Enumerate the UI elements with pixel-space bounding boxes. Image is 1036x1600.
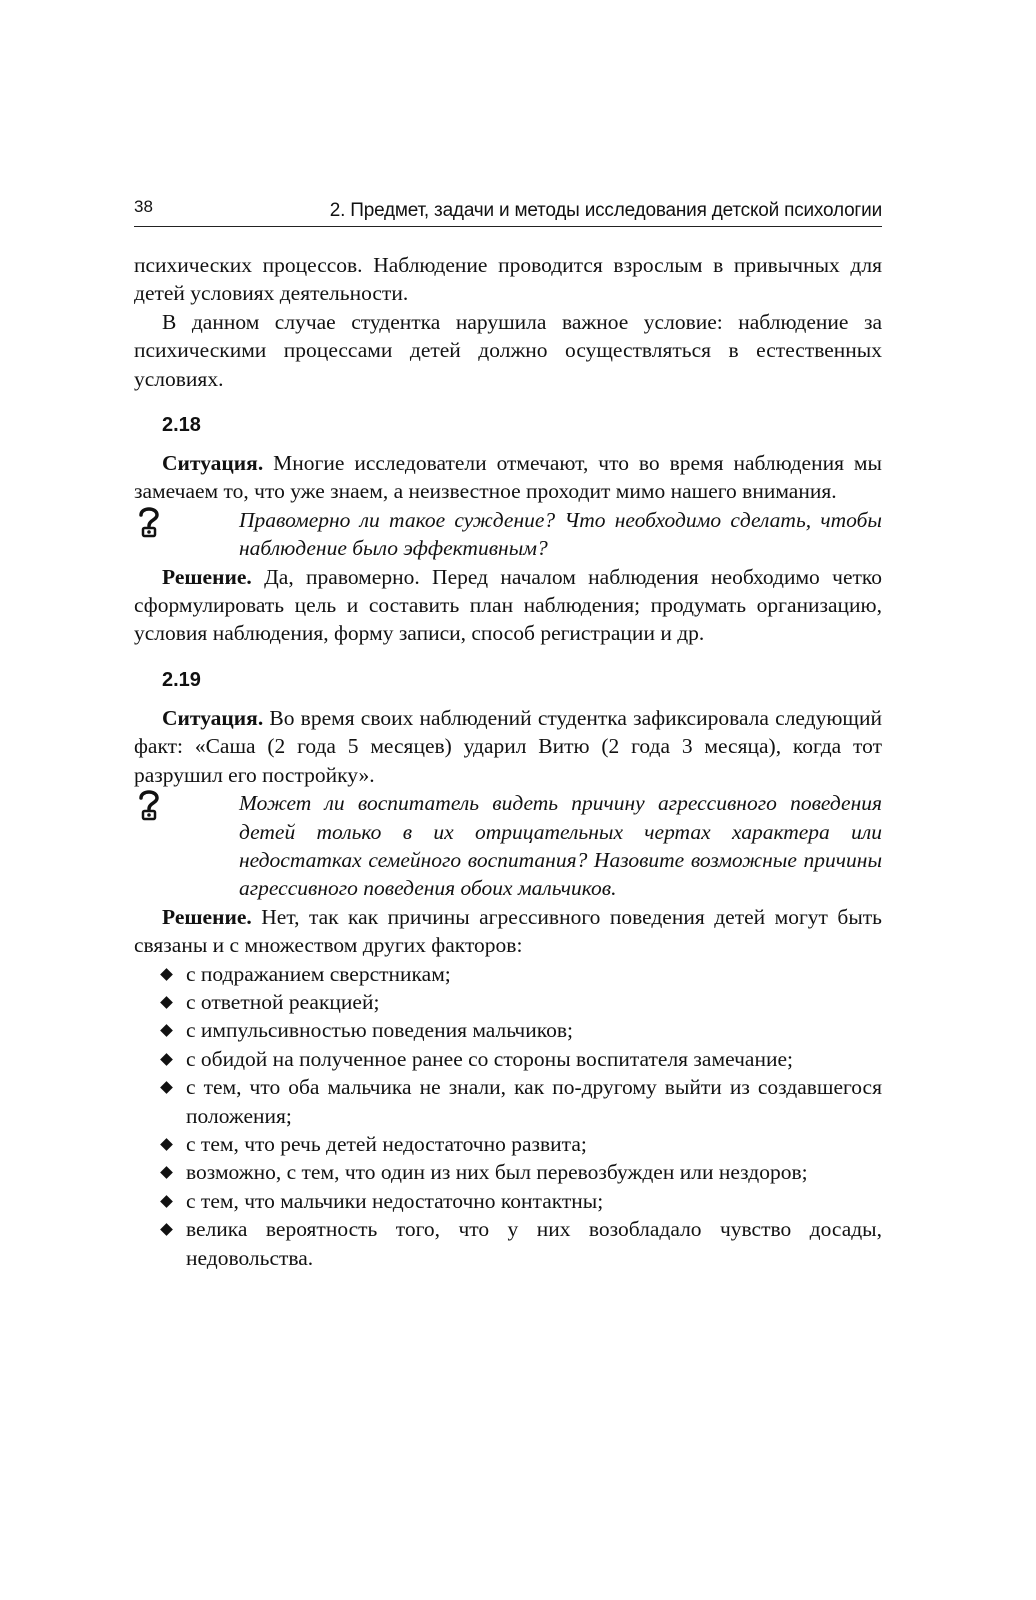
reasons-list <box>134 960 882 1272</box>
list-item: с импульсивностью поведения мальчиков; <box>134 1016 882 1044</box>
solution-text: Да, правомерно. Перед началом наблюдения необходимо четко сформулировать цель и составить план наблюдения; продумать организацию, условия наблюдения, форму записи, способ регистрации и др. <box>134 564 882 646</box>
list-item: с тем, что речь детей недостаточно развита; <box>134 1130 882 1158</box>
situation-paragraph <box>134 704 882 789</box>
list-item: с ответной реакцией; <box>134 988 882 1016</box>
solution-text: Нет, так как причины агрессивного поведения детей могут быть связаны и с множеством других факторов: <box>134 904 882 958</box>
solution-paragraph <box>134 563 882 648</box>
list-item: с тем, что мальчики недостаточно контактны; <box>134 1187 882 1215</box>
situation-label: Ситуация. <box>162 451 264 476</box>
diamond-bullet-icon <box>160 1167 173 1180</box>
question-mark-icon <box>134 504 164 538</box>
list-item: возможно, с тем, что один из них был перевозбужден или нездоров; <box>134 1158 882 1186</box>
list-item: с обидой на полученное ранее со стороны воспитателя замечание; <box>134 1045 882 1073</box>
solution-label: Решение. <box>162 564 252 589</box>
situation-text: Многие исследователи отмечают, что во время наблюдения мы замечаем то, что уже знаем, а неизвестное проходит мимо нашего внимания. <box>134 451 882 504</box>
running-header <box>134 194 882 227</box>
question-block <box>134 506 882 563</box>
diamond-bullet-icon <box>160 1053 173 1066</box>
solution-paragraph <box>134 903 882 960</box>
diamond-bullet-icon <box>160 1195 173 1208</box>
list-item: с подражанием сверстникам; <box>134 960 882 988</box>
diamond-bullet-icon <box>160 1138 173 1151</box>
running-title: 2. Предмет, задачи и методы исследования детской психологии <box>329 200 882 221</box>
diamond-bullet-icon <box>160 968 173 981</box>
section-number-2-18: 2.18 <box>162 414 201 437</box>
list-item: с тем, что оба мальчика не знали, как по-другому выйти из создавшегося положения; <box>134 1073 882 1130</box>
list-item: велика вероятность того, что у них возобладало чувство досады, недовольства. <box>134 1215 882 1272</box>
paragraph-continued: психических процессов. Наблюдение проводится взрослым в привычных для детей условиях деятельности. <box>134 253 882 306</box>
diamond-bullet-icon <box>160 1223 173 1236</box>
situation-paragraph <box>134 449 882 506</box>
solution-label: Решение. <box>162 904 252 929</box>
diamond-bullet-icon <box>160 996 173 1009</box>
paragraph-conclusion: В данном случае студентка нарушила важное условие: наблюдение за психическими процессами детей должно осуществляться в естественных условиях. <box>134 309 882 391</box>
diamond-bullet-icon <box>160 1081 173 1094</box>
question-text: Правомерно ли такое суждение? Что необходимо сделать, чтобы наблюдение было эффективным? <box>239 507 882 561</box>
situation-text: Во время своих наблюдений студентка зафиксировала следующий факт: «Саша (2 года 5 месяцев) ударил Витю (2 года 3 месяца), когда тот разрушил его постройку». <box>134 705 882 787</box>
question-mark-icon <box>134 787 164 821</box>
question-text: Может ли воспитатель видеть причину агрессивного поведения детей только в их отрицательных чертах характера или недостатках семейного воспитания? Назовите возможные причины агрессивного поведения обоих мальчиков. <box>239 791 882 901</box>
page-body <box>134 251 882 1272</box>
page-number: 38 <box>134 197 153 216</box>
question-block <box>134 789 882 903</box>
situation-label: Ситуация. <box>162 705 264 730</box>
diamond-bullet-icon <box>160 1024 173 1037</box>
section-number-2-19: 2.19 <box>162 668 201 691</box>
